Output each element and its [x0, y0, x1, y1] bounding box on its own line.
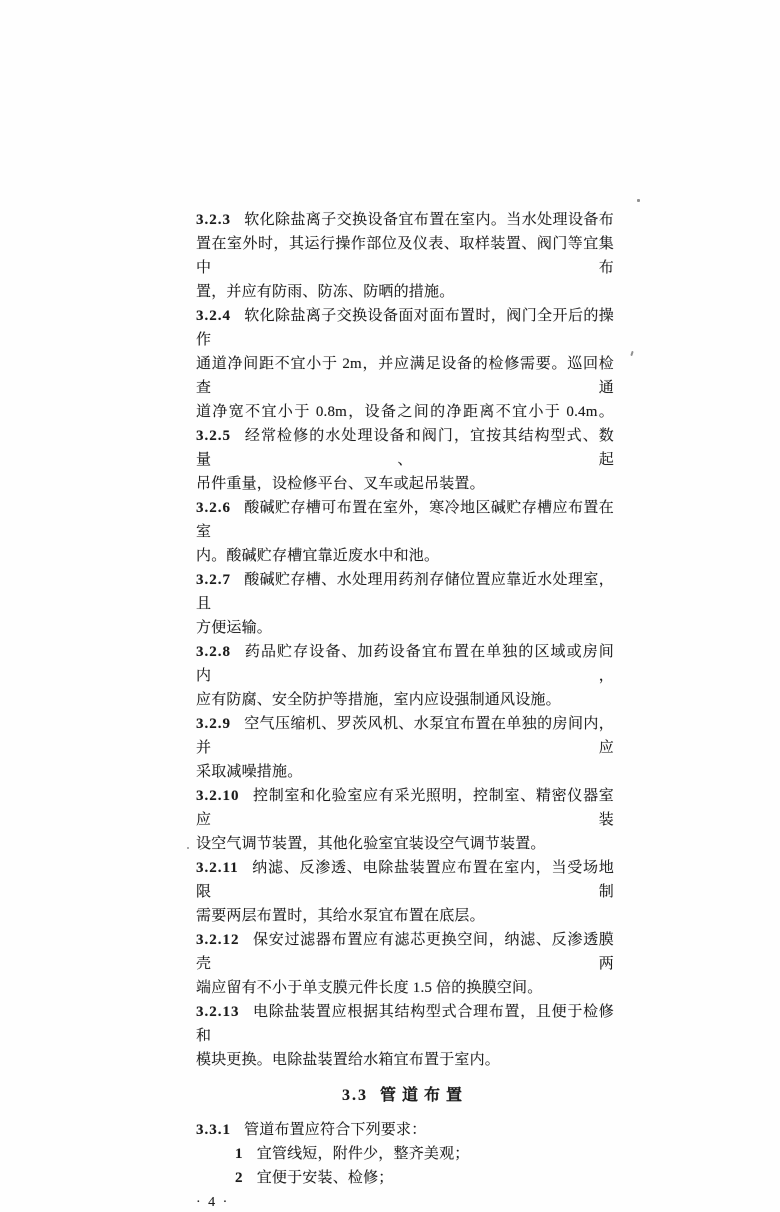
- clause-3-3-1: [196, 1118, 614, 1142]
- clause-number: 3.2.12: [196, 932, 240, 948]
- clause-number: 3.2.6: [196, 500, 231, 516]
- clause-3-2-13: [196, 1000, 614, 1072]
- clause-3-2-5: [196, 424, 614, 496]
- clause-text: 酸碱贮存槽、水处理用药剂存储位置应靠近水处理室，且: [196, 572, 614, 612]
- list-item-line: [235, 1142, 614, 1166]
- clause-line: 应有防腐、安全防护等措施，室内应设强制通风设施。: [196, 692, 561, 708]
- clause-3-2-4: [196, 304, 614, 424]
- clause-3-2-9: [196, 712, 614, 784]
- clause-line: [196, 304, 614, 352]
- clause-number: 3.2.8: [196, 644, 231, 660]
- clause-text: 酸碱贮存槽可布置在室外，寒冷地区碱贮存槽应布置在室: [196, 500, 614, 540]
- clause-text: 电除盐装置应根据其结构型式合理布置，且便于检修和: [196, 1004, 614, 1044]
- clause-number: 3.2.7: [196, 572, 231, 588]
- clause-line: 道净宽不宜小于 0.8m，设备之间的净距离不宜小于 0.4m。: [196, 404, 614, 420]
- clause-3-2-3: [196, 208, 614, 304]
- scan-speck: [630, 351, 633, 356]
- clause-3-2-6: [196, 496, 614, 568]
- clause-text: 药品贮存设备、加药设备宜布置在单独的区域或房间内，: [196, 644, 614, 684]
- clause-number: 3.2.3: [196, 212, 231, 228]
- clause-line: [196, 1118, 614, 1142]
- clause-line: [196, 496, 614, 544]
- clause-line: [196, 1000, 614, 1048]
- clause-line: [196, 712, 614, 760]
- clause-number: 3.2.10: [196, 788, 240, 804]
- list-item-number: 1: [235, 1146, 243, 1162]
- clause-line: [196, 856, 614, 904]
- section-number: 3.3: [341, 1087, 368, 1104]
- clause-text: 保安过滤器布置应有滤芯更换空间，纳滤、反渗透膜壳两: [196, 932, 614, 972]
- clause-number: 3.2.9: [196, 716, 231, 732]
- list-item-1: [196, 1142, 614, 1166]
- scan-speck: [187, 847, 189, 849]
- clause-number: 3.2.4: [196, 308, 231, 324]
- clause-line: [196, 208, 614, 232]
- clause-text: 纳滤、反渗透、电除盐装置应布置在室内，当受场地限制: [196, 860, 614, 900]
- clause-3-2-12: [196, 928, 614, 1000]
- clause-line: 置在室外时，其运行操作部位及仪表、取样装置、阀门等宜集中布: [196, 236, 614, 276]
- clause-line: [196, 424, 614, 472]
- clause-line: 方便运输。: [196, 620, 273, 636]
- clause-line: 采取减噪措施。: [196, 764, 303, 780]
- clause-text: 管道布置应符合下列要求：: [244, 1122, 427, 1138]
- clause-line: [196, 928, 614, 976]
- clause-number: 3.2.5: [196, 428, 231, 444]
- clause-text: 软化除盐离子交换设备面对面布置时，阀门全开后的操作: [196, 308, 614, 348]
- clause-line: 吊件重量，设检修平台、叉车或起吊装置。: [196, 476, 485, 492]
- section-title: 管道布置: [379, 1087, 468, 1104]
- clause-line: 通道净间距不宜小于 2m，并应满足设备的检修需要。巡回检查通: [196, 356, 614, 396]
- clause-line: [196, 568, 614, 616]
- clause-3-2-8: [196, 640, 614, 712]
- clause-number: 3.2.11: [196, 860, 239, 876]
- clause-line: 模块更换。电除盐装置给水箱宜布置于室内。: [196, 1052, 501, 1068]
- clause-line: 置，并应有防雨、防冻、防晒的措施。: [196, 284, 455, 300]
- clause-number: 3.2.13: [196, 1004, 240, 1020]
- clause-number: 3.3.1: [196, 1122, 231, 1138]
- page-number: · 4 ·: [196, 1195, 230, 1210]
- list-item-line: [235, 1166, 614, 1190]
- list-item-2: [196, 1166, 614, 1190]
- clause-3-2-7: [196, 568, 614, 640]
- clause-line: 端应留有不小于单支膜元件长度 1.5 倍的换膜空间。: [196, 980, 543, 996]
- list-item-text: 宜管线短，附件少，整齐美观；: [256, 1146, 470, 1162]
- clause-3-2-11: [196, 856, 614, 928]
- clause-text: 空气压缩机、罗茨风机、水泵宜布置在单独的房间内，并应: [196, 716, 614, 756]
- clause-text: 软化除盐离子交换设备宜布置在室内。当水处理设备布: [244, 212, 614, 228]
- clause-text: 经常检修的水处理设备和阀门，宜按其结构型式、数量、起: [196, 428, 614, 468]
- clause-line: [196, 640, 614, 688]
- clause-line: 内。酸碱贮存槽宜靠近废水中和池。: [196, 548, 440, 564]
- text-block: [196, 208, 614, 1212]
- scan-speck: [637, 199, 640, 202]
- clause-line: [196, 784, 614, 832]
- clause-line: 设空气调节装置，其他化验室宜装设空气调节装置。: [196, 836, 546, 852]
- section-heading-3-3: [196, 1084, 614, 1108]
- clause-text: 控制室和化验室应有采光照明，控制室、精密仪器室应装: [196, 788, 614, 828]
- list-item-text: 宜便于安装、检修；: [256, 1170, 394, 1186]
- clause-line: 需要两层布置时，其给水泵宜布置在底层。: [196, 908, 485, 924]
- clause-3-2-10: [196, 784, 614, 856]
- list-item-number: 2: [235, 1170, 243, 1186]
